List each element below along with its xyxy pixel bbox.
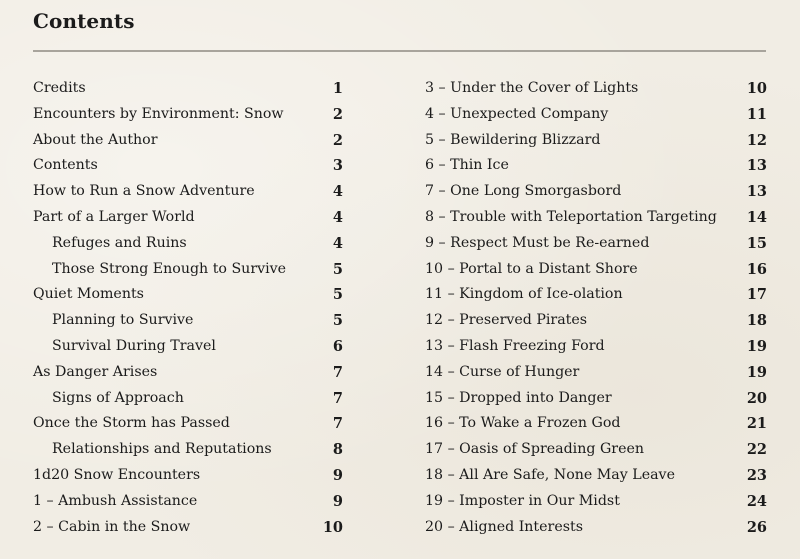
toc-entry-label: Once the Storm has Passed (33, 415, 230, 432)
toc-entry[interactable] (33, 179, 343, 205)
page-title: Contents (33, 9, 135, 33)
toc-entry[interactable] (425, 231, 767, 257)
toc-entry-page-number: 23 (746, 466, 767, 484)
toc-entry[interactable] (33, 153, 343, 179)
toc-entry-label: 20 – Aligned Interests (425, 518, 583, 535)
toc-entry-page-number: 1 (332, 80, 343, 97)
toc-entry[interactable] (425, 128, 767, 154)
toc-entry-page-number: 19 (746, 363, 767, 381)
toc-entry-label: About the Author (33, 131, 158, 148)
toc-entry-label: 3 – Under the Cover of Lights (425, 80, 639, 96)
toc-entry-page-number: 20 (746, 389, 767, 407)
toc-entry-page-number: 17 (746, 286, 767, 304)
toc-entry-label: 15 – Dropped into Danger (425, 389, 612, 406)
toc-entry[interactable] (33, 437, 343, 463)
toc-entry-label: How to Run a Snow Adventure (33, 183, 255, 200)
toc-entry-page-number: 2 (332, 105, 343, 123)
toc-entry[interactable] (425, 282, 767, 308)
toc-entry-label: 1d20 Snow Encounters (33, 466, 201, 483)
toc-entry[interactable] (425, 463, 767, 489)
toc-entry-page-number: 5 (332, 286, 343, 304)
toc-entry[interactable] (425, 102, 767, 128)
toc-entry[interactable] (425, 205, 767, 231)
toc-entry-label: Those Strong Enough to Survive (52, 260, 287, 277)
toc-entry-page-number: 4 (332, 183, 343, 201)
toc-entry-label: 10 – Portal to a Distant Shore (425, 260, 638, 277)
toc-entry-page-number: 5 (332, 312, 343, 330)
toc-entry-label: Part of a Larger World (33, 208, 195, 225)
toc-entry-label: Refuges and Ruins (52, 234, 187, 251)
toc-entry[interactable] (33, 205, 343, 231)
toc-entry[interactable] (425, 257, 767, 283)
toc-entry-label: 7 – One Long Smorgasbord (425, 183, 622, 200)
toc-entry-label: Relationships and Reputations (52, 441, 272, 458)
toc-entry-page-number: 14 (746, 208, 767, 226)
toc-left-column (33, 76, 343, 540)
toc-entry[interactable] (33, 231, 343, 257)
toc-entry-label: As Danger Arises (33, 363, 158, 380)
toc-entry[interactable] (33, 360, 343, 386)
toc-entry-page-number: 24 (746, 492, 767, 510)
toc-entry-label: 19 – Imposter in Our Midst (425, 492, 620, 509)
toc-entry-label: 13 – Flash Freezing Ford (425, 337, 605, 354)
toc-entry-page-number: 22 (746, 441, 767, 459)
toc-entry-page-number: 26 (746, 518, 767, 536)
toc-entry[interactable] (425, 76, 767, 102)
toc-entry-page-number: 10 (746, 80, 767, 97)
toc-entry[interactable] (33, 282, 343, 308)
toc-entry[interactable] (425, 489, 767, 515)
toc-entry-label: Encounters by Environment: Snow (33, 105, 284, 122)
toc-entry[interactable] (33, 489, 343, 515)
toc-entry-label: 11 – Kingdom of Ice-olation (425, 286, 623, 303)
toc-entry-label: 6 – Thin Ice (425, 157, 509, 174)
toc-entry[interactable] (425, 179, 767, 205)
toc-entry-page-number: 19 (746, 337, 767, 355)
toc-entry[interactable] (425, 153, 767, 179)
toc-entry-label: 5 – Bewildering Blizzard (425, 131, 601, 148)
title-divider (33, 50, 766, 52)
toc-entry-label: Credits (33, 80, 86, 96)
toc-entry-page-number: 13 (746, 183, 767, 201)
toc-entry-page-number: 6 (332, 337, 343, 355)
toc-entry-page-number: 7 (332, 415, 343, 433)
toc-entry-label: 1 – Ambush Assistance (33, 492, 198, 509)
toc-entry-page-number: 7 (332, 389, 343, 407)
toc-entry[interactable] (33, 334, 343, 360)
toc-entry-label: 2 – Cabin in the Snow (33, 518, 191, 535)
toc-entry-label: Survival During Travel (52, 337, 216, 354)
toc-entry-label: 4 – Unexpected Company (425, 105, 609, 122)
toc-entry-page-number: 3 (332, 157, 343, 175)
toc-entry-label: Planning to Survive (52, 312, 194, 329)
toc-entry-page-number: 15 (746, 234, 767, 252)
toc-entry[interactable] (33, 257, 343, 283)
toc-entry-page-number: 21 (746, 415, 767, 433)
toc-entry-label: Quiet Moments (33, 286, 144, 303)
toc-entry[interactable] (33, 102, 343, 128)
toc-entry[interactable] (425, 411, 767, 437)
toc-entry-label: 17 – Oasis of Spreading Green (425, 441, 644, 458)
toc-entry-label: 9 – Respect Must be Re-earned (425, 234, 650, 251)
toc-entry-page-number: 16 (746, 260, 767, 278)
toc-entry[interactable] (33, 308, 343, 334)
toc-entry-label: 14 – Curse of Hunger (425, 363, 580, 380)
toc-entry[interactable] (33, 463, 343, 489)
toc-entry-page-number: 4 (332, 208, 343, 226)
toc-entry-page-number: 9 (332, 466, 343, 484)
toc-entry-label: 12 – Preserved Pirates (425, 312, 588, 329)
toc-right-column (425, 76, 767, 540)
toc-entry-label: 16 – To Wake a Frozen God (425, 415, 621, 432)
toc-entry[interactable] (33, 76, 343, 102)
toc-entry-page-number: 7 (332, 363, 343, 381)
toc-entry-label: Contents (33, 157, 98, 174)
toc-entry[interactable] (33, 128, 343, 154)
toc-entry[interactable] (425, 515, 767, 541)
toc-entry-page-number: 4 (332, 234, 343, 252)
toc-entry-page-number: 18 (746, 312, 767, 330)
toc-entry[interactable] (425, 360, 767, 386)
toc-entry[interactable] (33, 386, 343, 412)
toc-entry-page-number: 8 (332, 441, 343, 459)
toc-entry[interactable] (425, 308, 767, 334)
toc-entry-page-number: 10 (322, 518, 343, 536)
toc-entry[interactable] (33, 411, 343, 437)
toc-entry-page-number: 12 (746, 131, 767, 149)
toc-entry-page-number: 5 (332, 260, 343, 278)
toc-entry-label: 18 – All Are Safe, None May Leave (425, 466, 675, 483)
toc-entry-page-number: 9 (332, 492, 343, 510)
toc-entry[interactable] (33, 515, 343, 541)
toc-entry[interactable] (425, 386, 767, 412)
toc-entry-label: Signs of Approach (52, 389, 184, 406)
toc-entry[interactable] (425, 334, 767, 360)
toc-entry-page-number: 13 (746, 157, 767, 175)
toc-entry-page-number: 11 (746, 105, 767, 123)
toc-entry-page-number: 2 (332, 131, 343, 149)
toc-entry[interactable] (425, 437, 767, 463)
toc-entry-label: 8 – Trouble with Teleportation Targeting (425, 208, 717, 225)
